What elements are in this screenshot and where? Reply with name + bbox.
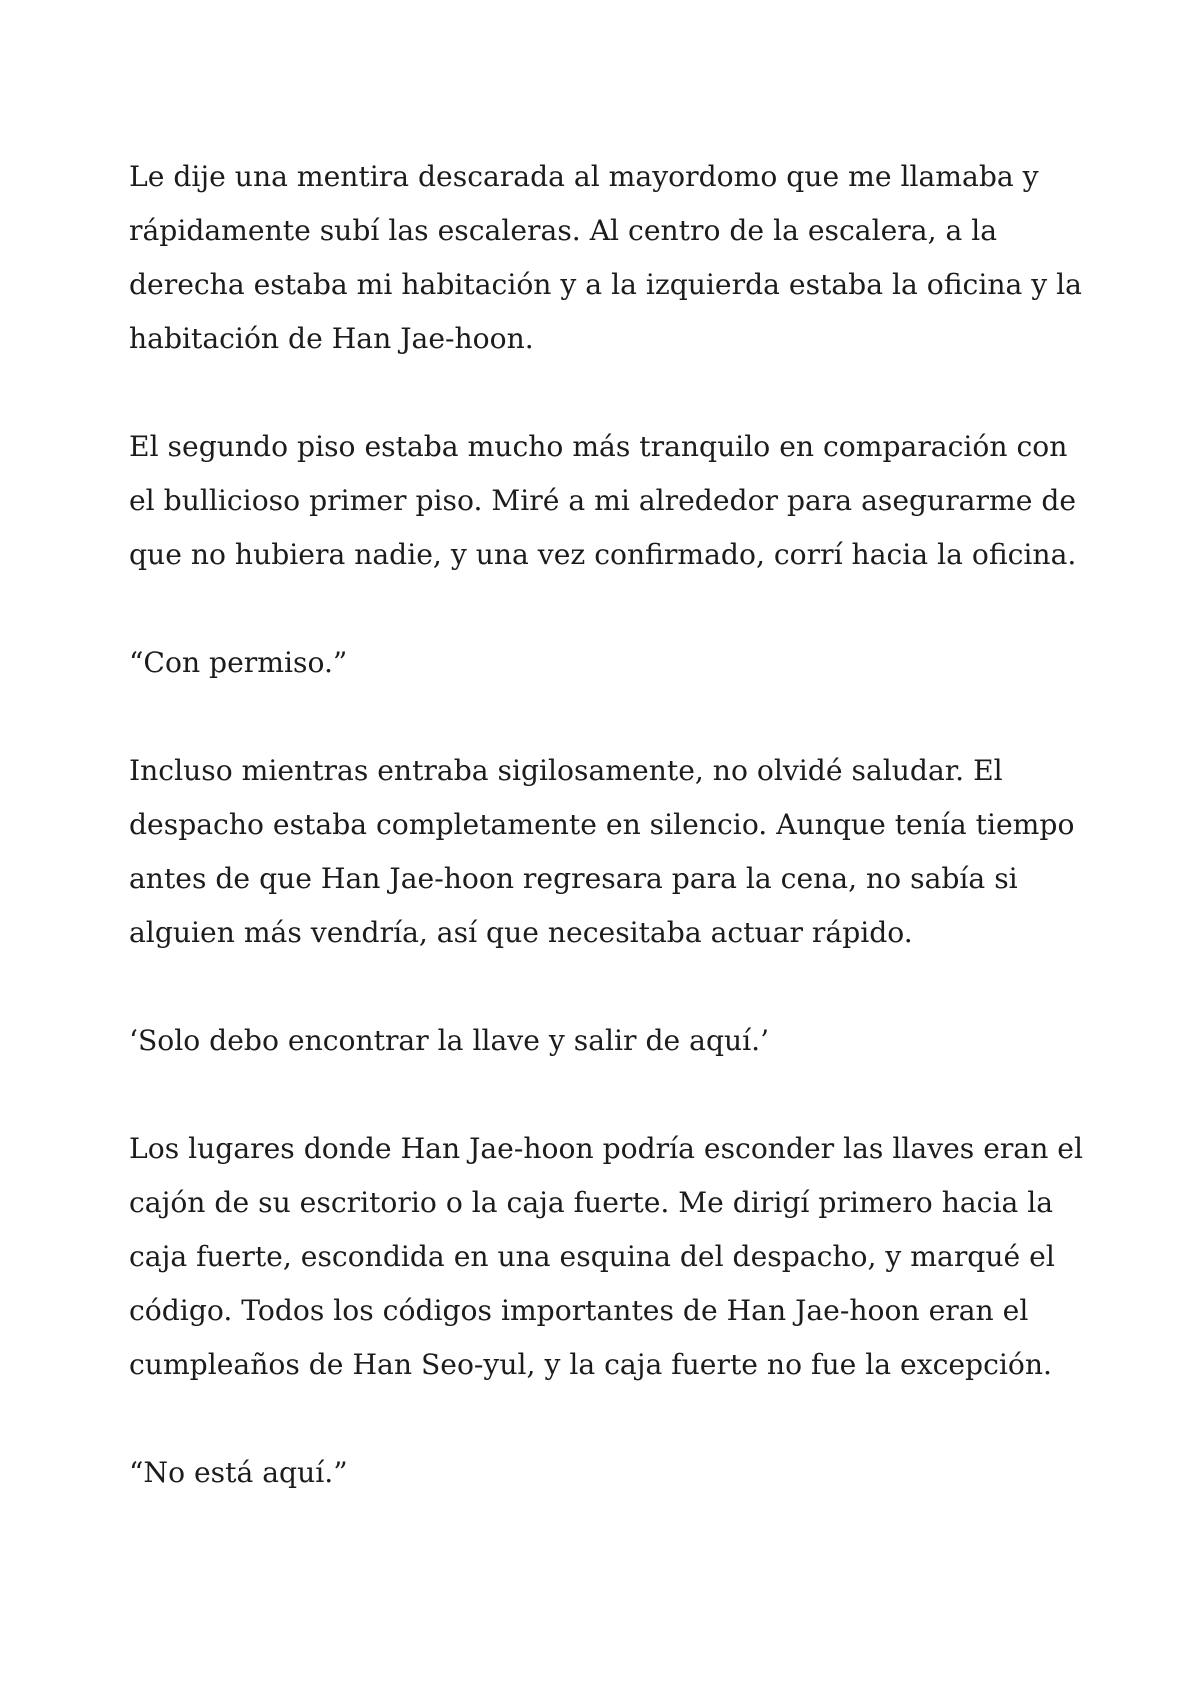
paragraph-5-thought [129, 1014, 1089, 1068]
text-line: que no hubiera nadie, y una vez confirmado, corrí hacia la oficina. [129, 538, 1077, 571]
text-line: rápidamente subí las escaleras. Al centro de la escalera, a la [129, 214, 998, 247]
text-line: Los lugares donde Han Jae-hoon podría esconder las llaves eran el [129, 1132, 1083, 1165]
paragraph-3-dialogue [129, 636, 1089, 690]
text-line: alguien más vendría, así que necesitaba actuar rápido. [129, 916, 913, 949]
text-line: ‘Solo debo encontrar la llave y salir de aquí.’ [129, 1024, 770, 1057]
text-line: despacho estaba completamente en silencio. Aunque tenía tiempo [129, 808, 1075, 841]
text-line: cajón de su escritorio o la caja fuerte. Me dirigí primero hacia la [129, 1186, 1054, 1219]
paragraph-1 [129, 150, 1089, 366]
text-line: habitación de Han Jae-hoon. [129, 322, 534, 355]
body-text [129, 150, 1089, 1554]
text-line: antes de que Han Jae-hoon regresara para la cena, no sabía si [129, 862, 1018, 895]
text-line: cumpleaños de Han Seo-yul, y la caja fuerte no fue la excepción. [129, 1348, 1052, 1381]
text-line: Le dije una mentira descarada al mayordomo que me llamaba y [129, 160, 1039, 193]
paragraph-4 [129, 744, 1089, 960]
text-line: “Con permiso.” [129, 646, 348, 679]
paragraph-6 [129, 1122, 1089, 1392]
text-line: “No está aquí.” [129, 1456, 348, 1489]
text-line: el bullicioso primer piso. Miré a mi alrededor para asegurarme de [129, 484, 1077, 517]
text-line: caja fuerte, escondida en una esquina del despacho, y marqué el [129, 1240, 1055, 1273]
paragraph-7-dialogue [129, 1446, 1089, 1500]
text-line: código. Todos los códigos importantes de Han Jae-hoon eran el [129, 1294, 1029, 1327]
paragraph-2 [129, 420, 1089, 582]
text-line: Incluso mientras entraba sigilosamente, no olvidé saludar. El [129, 754, 1003, 787]
text-line: derecha estaba mi habitación y a la izquierda estaba la oficina y la [129, 268, 1082, 301]
text-line: El segundo piso estaba mucho más tranquilo en comparación con [129, 430, 1068, 463]
